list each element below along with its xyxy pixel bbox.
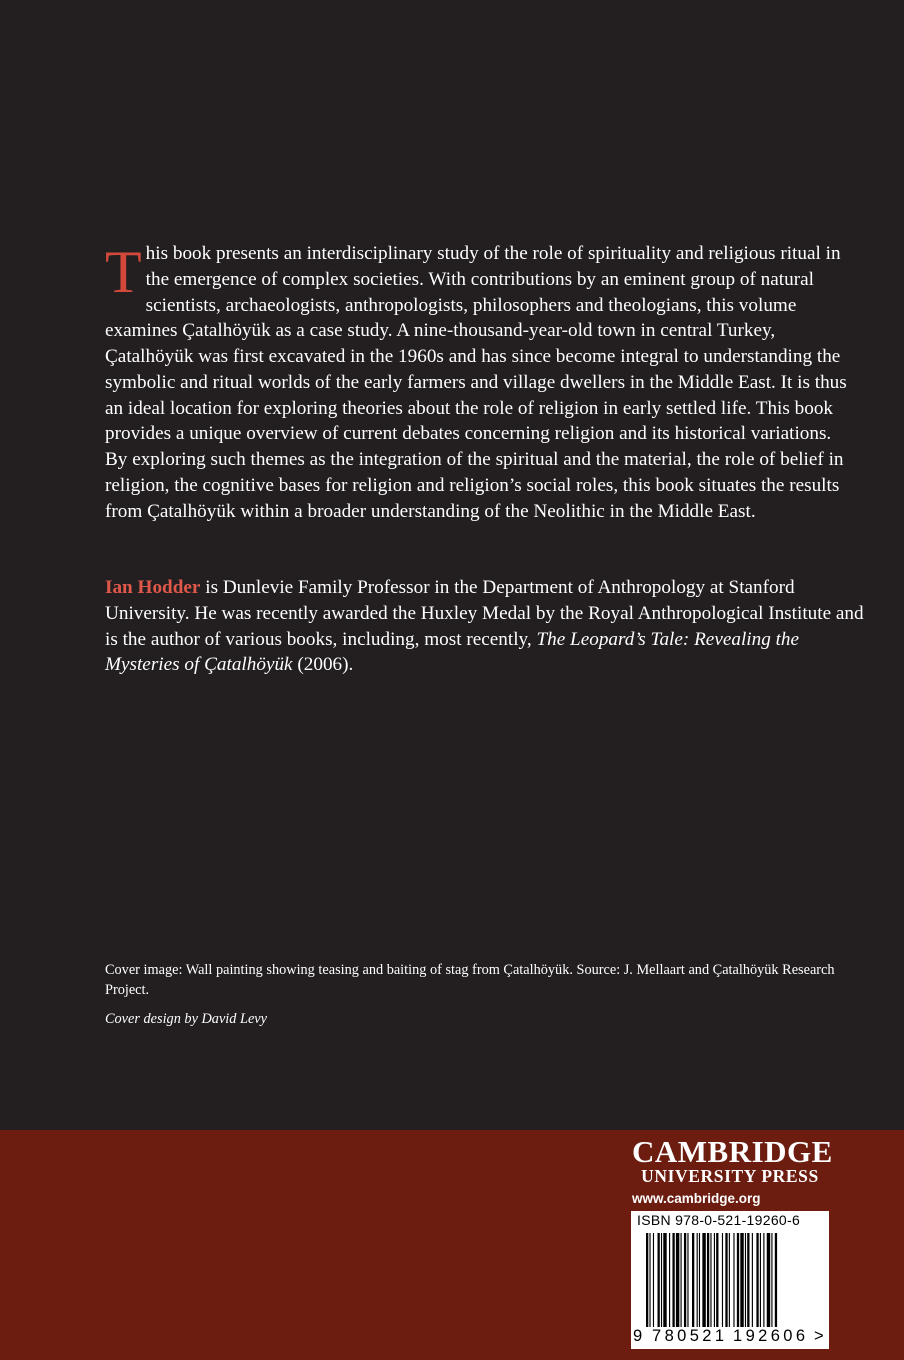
barcode-digit-right: 192606 <box>733 1327 809 1345</box>
book-year: (2006). <box>292 654 354 676</box>
cover-image-credit: Cover image: Wall painting showing teasing and baiting of stag from Çatalhöyük. Source: J. Mellaart and Çatalhöyük Research Project. <box>105 962 835 998</box>
barcode-box <box>631 1211 829 1349</box>
author-bio <box>105 575 867 678</box>
blurb-paragraph <box>105 241 851 524</box>
barcode-digit-left: 780521 <box>652 1327 728 1345</box>
publisher-website: www.cambridge.org <box>632 1191 761 1206</box>
isbn-label: ISBN 978-0-521-19260-6 <box>637 1212 801 1228</box>
barcode-digit-lead: 9 <box>633 1327 643 1345</box>
publisher-subtitle: UNIVERSITY PRESS <box>641 1166 819 1186</box>
author-name: Ian Hodder <box>105 577 201 598</box>
book-title: The Leopard’s Tale: Revealing the Mysteries of Çatalhöyük <box>105 628 800 676</box>
barcode-digit-end: > <box>814 1327 824 1345</box>
cover-design-credit: Cover design by David Levy <box>105 1011 267 1027</box>
bio-text: is Dunlevie Family Professor in the Department of Anthropology at Stanford University. He was recently awarded the Huxley Medal by the Royal Anthropological Institute and is the author of various books, including, most recently, <box>105 577 864 650</box>
drop-cap: T <box>105 239 142 305</box>
blurb-text: his book presents an interdisciplinary study of the role of spirituality and religious ritual in the emergence of complex societies. With contributions by an eminent group of natural scientists, archaeologists, anthropologists, philosophers and theologians, this volume examines Çatalhöyük as a case study. A nine-thousand-year-old town in central Turkey, Çatalhöyük was first excavated in the 1960s and has since become integral to understanding the symbolic and ritual worlds of the early farmers and village dwellers in the Middle East. It is thus an ideal location for exploring theories about the role of religion in early settled life. This book provides a unique overview of current debates concerning religion and its historical variations. By exploring such themes as the integration of the spiritual and the material, the role of belief in religion, the cognitive bases for religion and religion’s social roles, this book situates the results from Çatalhöyük within a broader understanding of the Neolithic in the Middle East. <box>105 243 847 522</box>
publisher-name: CAMBRIDGE <box>632 1134 833 1169</box>
